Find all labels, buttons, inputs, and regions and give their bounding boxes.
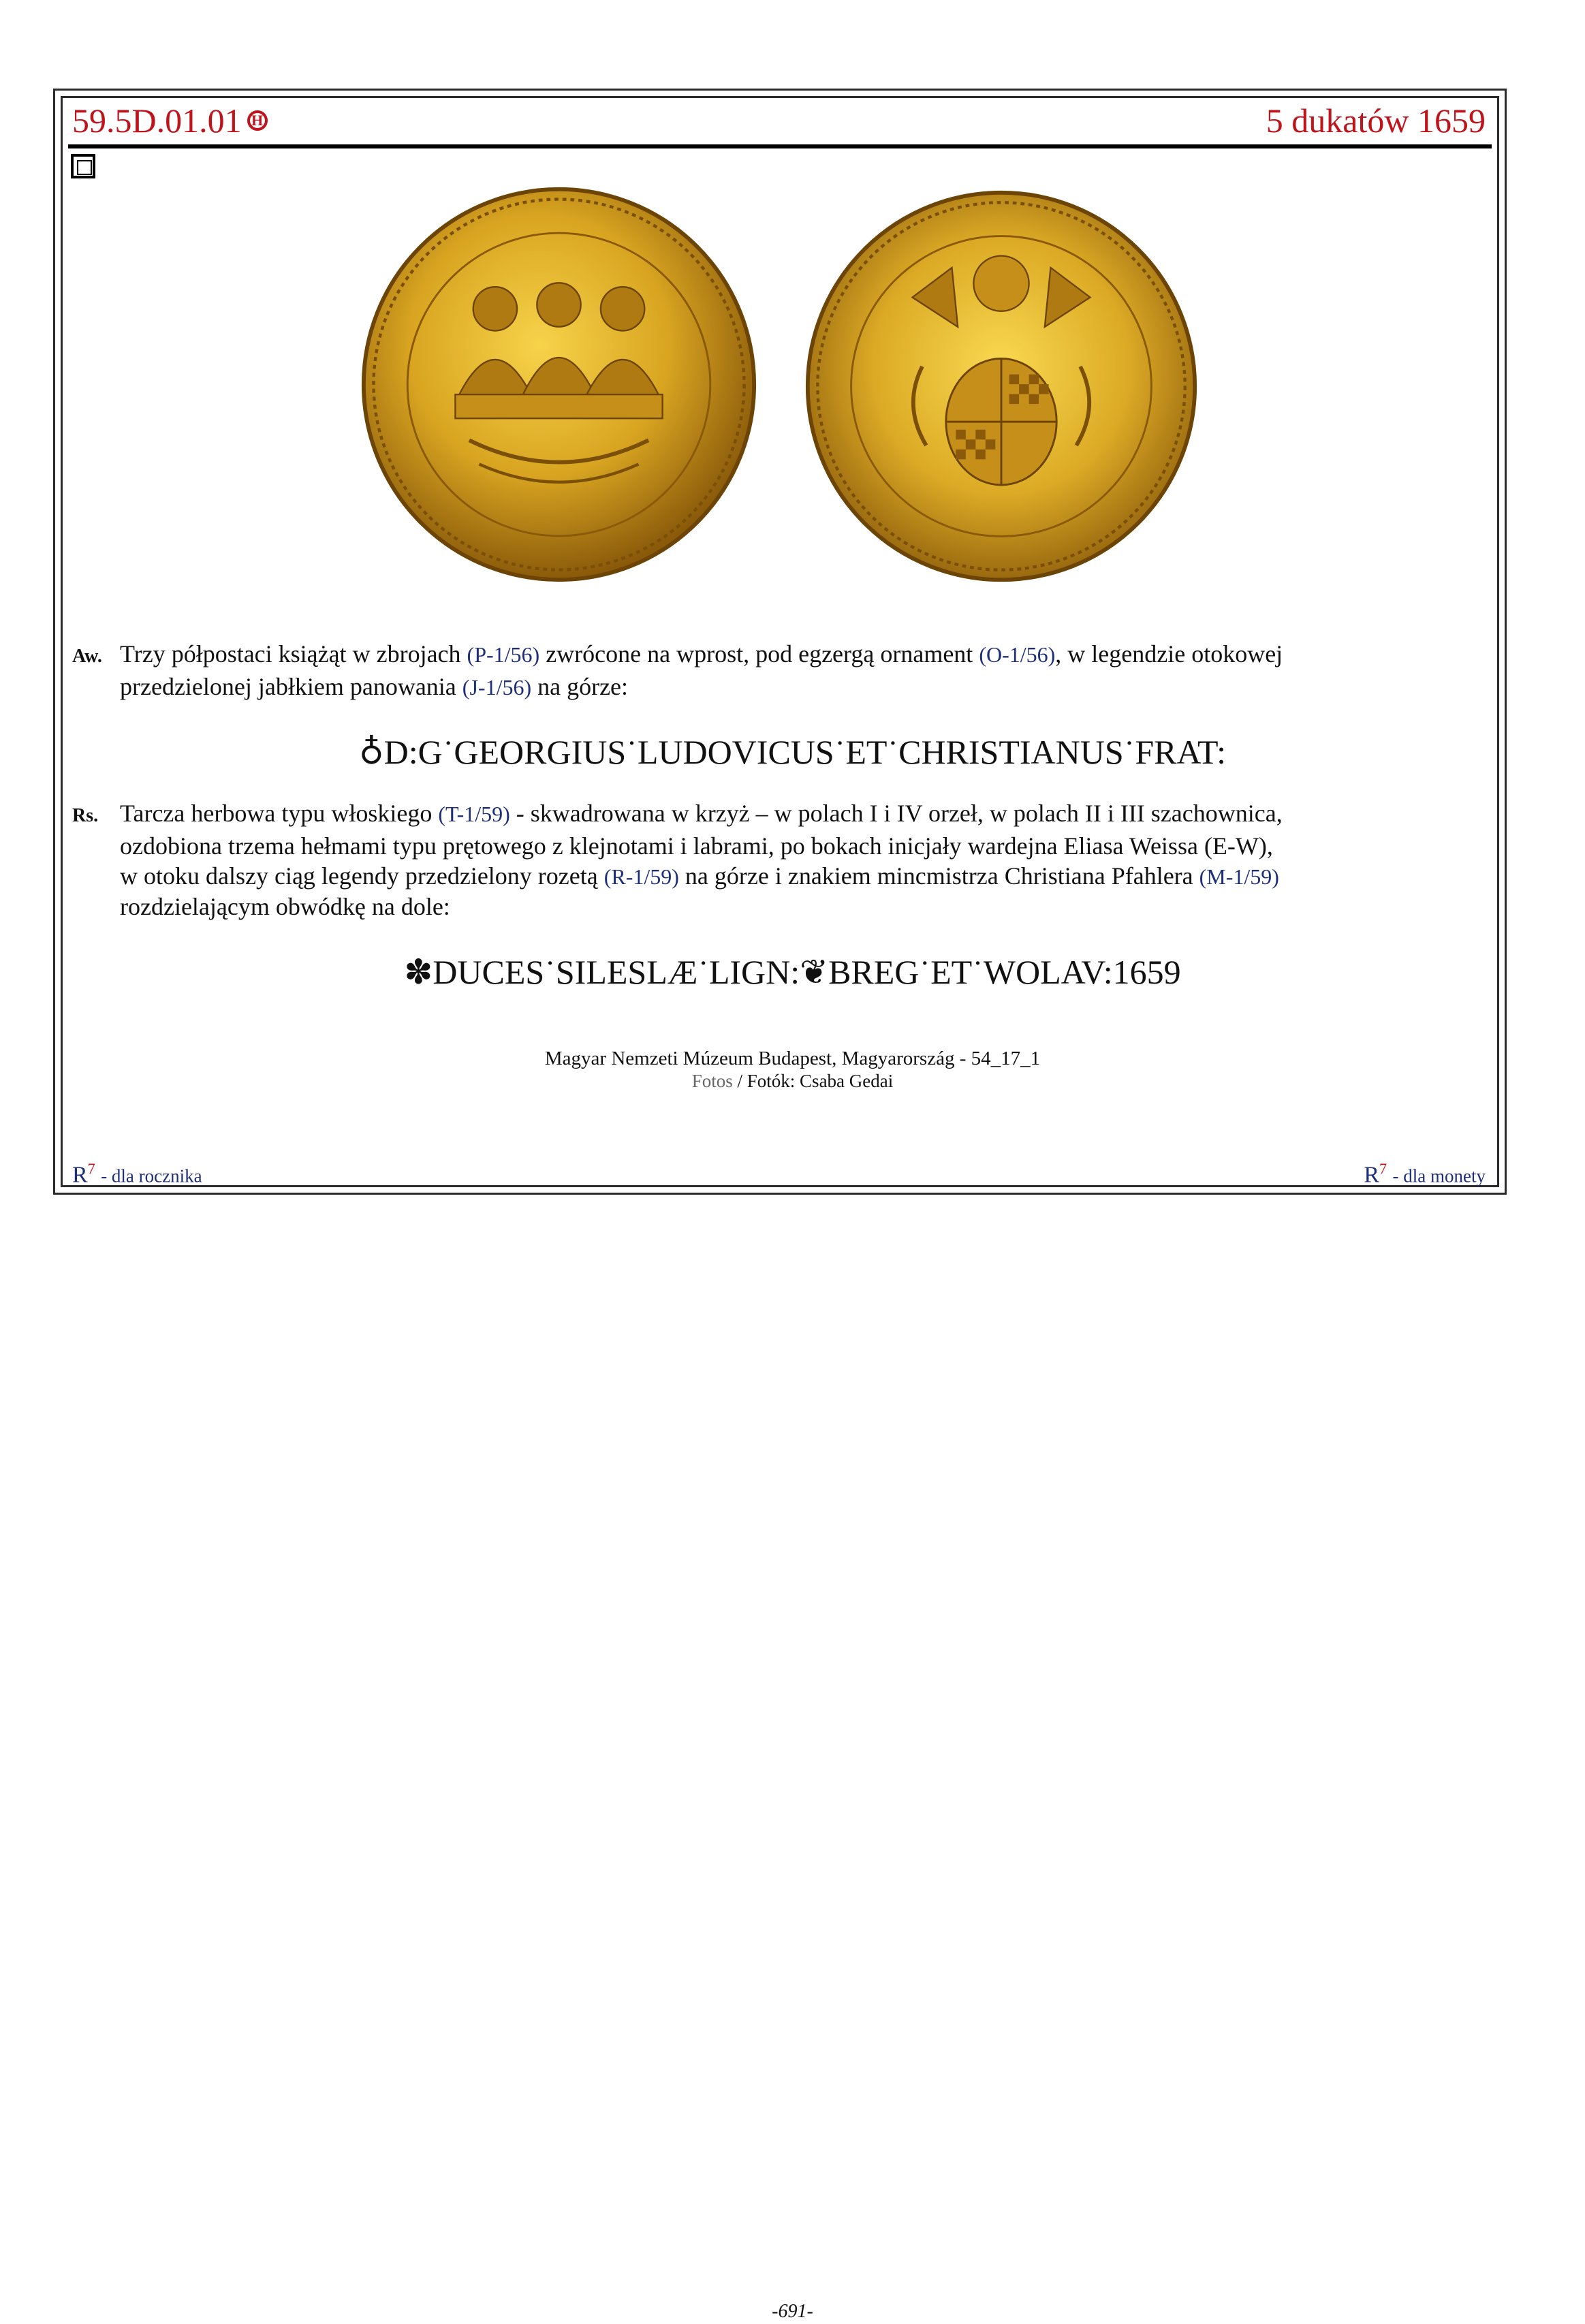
rarity-coin-text: - dla monety <box>1392 1165 1486 1187</box>
reverse-text-4: rozdzielającym obwódkę na dole: <box>120 893 450 920</box>
rarity-year <box>72 1160 202 1188</box>
reverse-text-2: ozdobiona trzema hełmami typu prętowego z klejnotami i labrami, po bokach inicjały wardejna Eliasa Weissa (E-W), <box>120 832 1273 860</box>
photo-separator: / <box>737 1071 743 1091</box>
obverse-text-5: na górze: <box>537 673 629 700</box>
square-icon <box>71 154 95 178</box>
collection-credit: Magyar Nemzeti Múzeum Budapest, Magyarország - 54_17_1 <box>544 1048 1041 1069</box>
obverse-text-1: Trzy półpostaci książąt w zbrojach <box>120 640 461 668</box>
header-divider <box>68 144 1492 148</box>
reverse-text-3b: na górze i znakiem mincmistrza Christiana Pfahlera <box>685 862 1193 890</box>
photo-author: Fotók: Csaba Gedai <box>747 1071 894 1091</box>
ref-o: (O-1/56) <box>979 642 1056 667</box>
photo-credit <box>0 1071 1585 1092</box>
reverse-text-1a: Tarcza herbowa typu włoskiego <box>120 800 433 827</box>
ref-p: (P-1/56) <box>467 642 540 667</box>
ref-t: (T-1/59) <box>438 802 510 826</box>
circled-h-icon: H <box>247 110 268 131</box>
rarity-coin <box>1364 1160 1486 1188</box>
rarity-year-degree: 7 <box>87 1160 95 1177</box>
page-number: -691- <box>772 2301 813 2322</box>
rarity-coin-degree: 7 <box>1379 1160 1387 1177</box>
obverse-text-4: przedzielonej jabłkiem panowania <box>120 673 456 700</box>
rarity-year-r: R <box>72 1162 88 1188</box>
obverse-text-3: , w legendzie otokowej <box>1055 640 1283 668</box>
rarity-coin-r: R <box>1364 1162 1380 1188</box>
reverse-text-1b: - skwadrowana w krzyż – w polach I i IV orzeł, w polach II i III szachownica, <box>516 800 1283 827</box>
catalog-id: 59.5D.01.01 <box>72 101 242 140</box>
reverse-text-3a: w otoku dalszy ciąg legendy przedzielony rozetą <box>120 862 598 890</box>
photo-label: Fotos <box>691 1071 733 1091</box>
catalog-header <box>72 101 268 140</box>
coin-reverse-image <box>804 185 1199 587</box>
obverse-text-2: zwrócone na wprost, pod egzergą ornament <box>546 640 973 668</box>
ref-m: (M-1/59) <box>1199 864 1279 889</box>
coin-obverse-image <box>360 185 758 584</box>
coin-title: 5 dukatów 1659 <box>1266 101 1486 140</box>
reverse-description <box>72 798 1489 922</box>
ref-j: (J-1/56) <box>462 675 532 700</box>
obverse-description <box>72 639 1489 702</box>
reverse-label: Rs. <box>72 805 99 826</box>
obverse-label: Aw. <box>72 646 102 667</box>
obverse-legend: ♁D:G˙GEORGIUS˙LUDOVICUS˙ET˙CHRISTIANUS˙FRAT: <box>359 733 1226 771</box>
ref-r: (R-1/59) <box>603 864 679 889</box>
rarity-year-text: - dla rocznika <box>101 1165 202 1187</box>
reverse-legend: ✽DUCES˙SILESLÆ˙LIGN:❦BREG˙ET˙WOLAV:1659 <box>404 953 1181 991</box>
